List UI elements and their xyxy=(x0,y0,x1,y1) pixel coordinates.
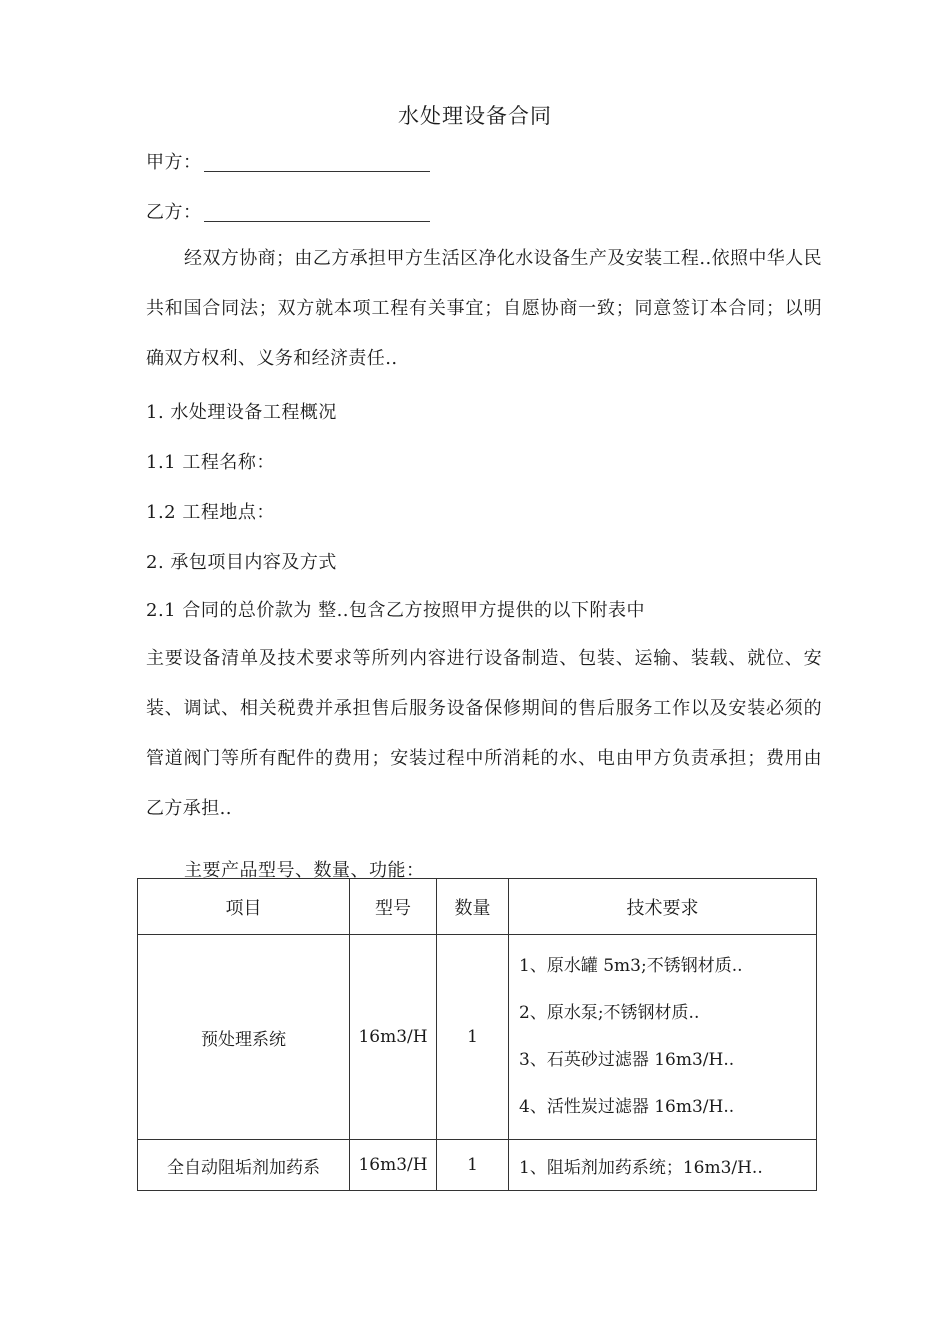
party-b-line xyxy=(146,198,430,224)
row-item: 全自动阻垢剂加药系 xyxy=(138,1140,350,1191)
table-row xyxy=(138,1140,817,1191)
row-tech xyxy=(509,935,817,1140)
party-b-blank xyxy=(204,203,430,222)
row-qty: 1 xyxy=(437,1140,509,1191)
table-row xyxy=(138,935,817,1140)
section-1-heading: 1. 水处理设备工程概况 xyxy=(146,402,337,423)
table-header-row xyxy=(138,879,817,935)
section-2-1: 2.1 合同的总价款为 整..包含乙方按照甲方提供的以下附表中 xyxy=(146,600,646,621)
row-qty: 1 xyxy=(437,935,509,1140)
header-qty: 数量 xyxy=(437,879,509,935)
row-tech: 1、阻垢剂加药系统；16m3/H.. xyxy=(509,1140,817,1191)
product-table xyxy=(137,878,817,1191)
header-tech: 技术要求 xyxy=(509,879,817,935)
tech-item: 4、活性炭过滤器 16m3/H.. xyxy=(519,1097,735,1117)
row-model: 16m3/H xyxy=(350,935,437,1140)
section-1-1: 1.1 工程名称： xyxy=(146,452,275,473)
table-caption: 主要产品型号、数量、功能： xyxy=(184,860,425,881)
party-a-label: 甲方： xyxy=(146,152,202,173)
header-item: 项目 xyxy=(138,879,350,935)
header-model: 型号 xyxy=(350,879,437,935)
row-model: 16m3/H xyxy=(350,1140,437,1191)
section-1-2: 1.2 工程地点： xyxy=(146,502,275,523)
party-a-line xyxy=(146,148,430,174)
tech-item: 1、原水罐 5m3;不锈钢材质.. xyxy=(519,956,743,976)
party-a-blank xyxy=(204,153,430,172)
intro-paragraph: 经双方协商；由乙方承担甲方生活区净化水设备生产及安装工程..依照中华人民共和国合同法；双方就本项工程有关事宜；自愿协商一致；同意签订本合同；以明确双方权利、义务和经济责任.. xyxy=(146,248,822,369)
row-item: 预处理系统 xyxy=(138,935,350,1140)
party-b-label: 乙方： xyxy=(146,202,202,223)
section-2-heading: 2. 承包项目内容及方式 xyxy=(146,552,337,573)
tech-item: 3、石英砂过滤器 16m3/H.. xyxy=(519,1050,735,1070)
document-title: 水处理设备合同 xyxy=(398,104,552,128)
tech-item: 2、原水泵;不锈钢材质.. xyxy=(519,1003,700,1023)
section-2-body: 主要设备清单及技术要求等所列内容进行设备制造、包装、运输、装载、就位、安装、调试、相关税费并承担售后服务设备保修期间的售后服务工作以及安装必须的管道阀门等所有配件的费用；安装过程中所消耗的水、电由甲方负责承担；费用由乙方承担.. xyxy=(146,648,822,819)
